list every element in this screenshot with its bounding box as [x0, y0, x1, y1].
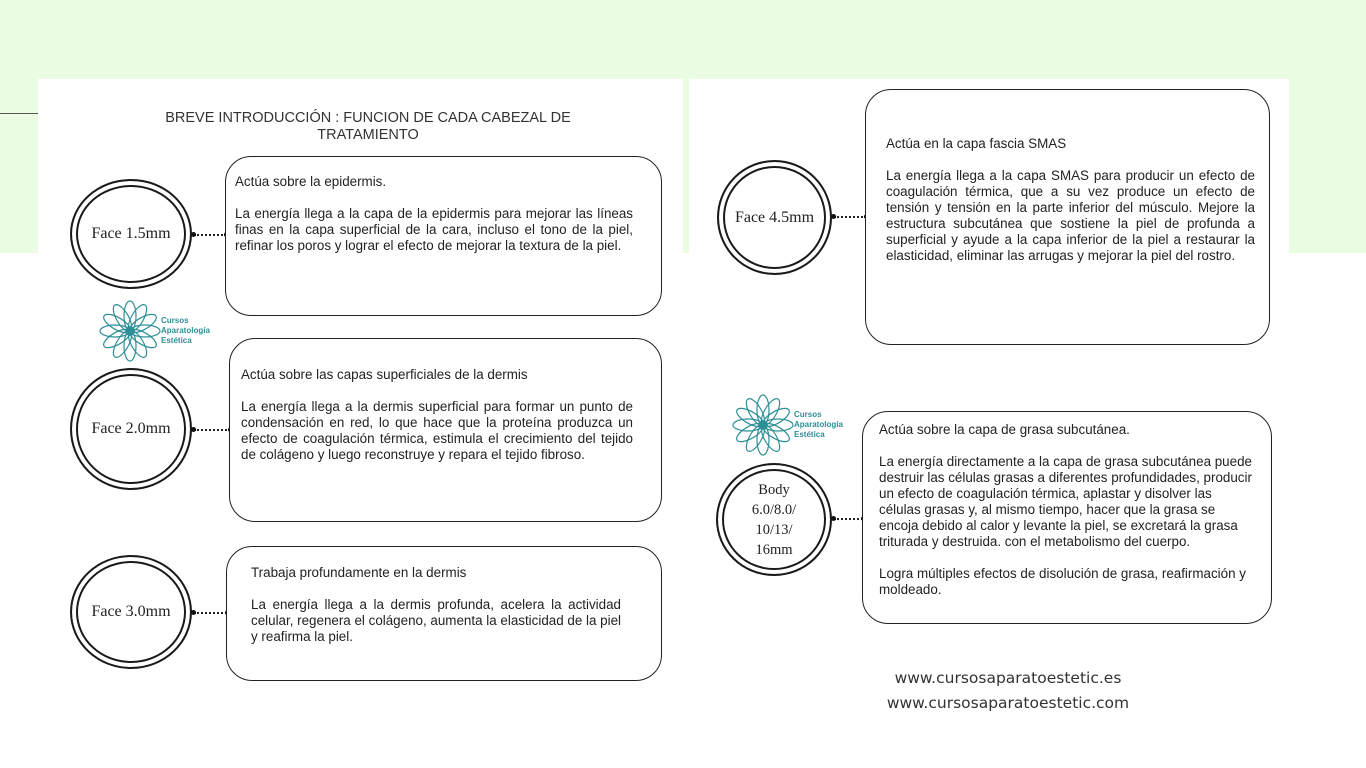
lotus-icon	[730, 392, 796, 458]
connector	[834, 518, 863, 520]
brand-logo	[730, 392, 843, 458]
description-heading: Actúa sobre la epidermis.	[235, 174, 387, 189]
head-circle-face-2-0	[70, 368, 192, 490]
description-body: La energía directamente a la capa de grasa subcutánea puede destruir las células grasas a diferentes profundidades, producir un efecto de coagulación térmica, aplastar y disolver las células grasas y, al mismo tiempo, hacer que la grasa se encoja debido al calor y levante la piel, se excretará la grasa triturada y destruida. con el metabolismo del cuerpo.	[879, 454, 1252, 549]
head-circle-body	[716, 463, 832, 576]
decorative-rule	[0, 113, 38, 114]
head-circle-face-4-5	[717, 160, 832, 275]
lotus-icon	[97, 298, 163, 364]
head-label: Face 3.0mm	[91, 603, 171, 620]
logo-text: Cursos Aparatología Estética	[161, 316, 210, 345]
description-heading: Actúa sobre la capa de grasa subcutánea.	[879, 422, 1130, 437]
description-body: La energía llega a la capa de la epidermis para mejorar las líneas finas en la capa superficial de la cara, incluso el tono de la piel, refinar los poros y lograr el efecto de mejorar la textura de la piel.	[235, 206, 633, 253]
description-box-face-3-0	[226, 546, 662, 681]
brand-logo	[97, 298, 210, 364]
description-box-face-2-0	[229, 338, 662, 522]
description-extra: Logra múltiples efectos de disolución de grasa, reafirmación y moldeado.	[879, 566, 1246, 597]
description-body: La energía llega a la capa SMAS para producir un efecto de coagulación térmica, que a su vez produce un efecto de tensión y tensión en la parte inferior del músculo. Mejore la estructura subcutánea que sostiene la piel de profunda a superficial y ayude a la capa inferior de la piel a restaurar la elasticidad, eliminar las arrugas y mejorar la piel del rostro.	[886, 168, 1255, 263]
description-heading: Actúa en la capa fascia SMAS	[886, 136, 1067, 151]
connector	[194, 234, 226, 236]
description-body: La energía llega a la dermis superficial para formar un punto de condensación en red, lo que hace que la proteína produzca un efecto de coagulación térmica, estimula el crecimiento del tejido de colágeno y luego reconstruye y repara el tejido fibroso.	[241, 399, 633, 462]
connector	[194, 429, 230, 431]
description-box-face-4-5	[865, 89, 1270, 345]
website-link-com[interactable]: www.cursosaparatoestetic.com	[886, 694, 1130, 712]
description-heading: Actúa sobre las capas superficiales de la dermis	[241, 367, 528, 382]
connector	[194, 612, 227, 614]
head-circle-face-1-5	[70, 179, 192, 289]
description-box-face-1-5	[225, 156, 662, 316]
website-link-es[interactable]: www.cursosaparatoestetic.es	[894, 669, 1122, 687]
head-label: Body 6.0/8.0/ 10/13/ 16mm	[751, 481, 797, 558]
connector	[834, 216, 866, 218]
description-heading: Trabaja profundamente en la dermis	[251, 565, 467, 580]
head-circle-face-3-0	[70, 555, 192, 669]
diagram-title: BREVE INTRODUCCIÓN : FUNCION DE CADA CABEZAL DE TRATAMIENTO	[165, 110, 571, 143]
description-box-body	[862, 411, 1272, 624]
description-body: La energía llega a la dermis profunda, acelera la actividad celular, regenera el colágeno, aumenta la elasticidad de la piel y reafirma la piel.	[251, 597, 621, 644]
head-label: Face 2.0mm	[91, 420, 171, 437]
head-label: Face 4.5mm	[734, 208, 815, 226]
logo-text: Cursos Aparatología Estética	[794, 410, 843, 439]
head-label: Face 1.5mm	[91, 225, 171, 242]
